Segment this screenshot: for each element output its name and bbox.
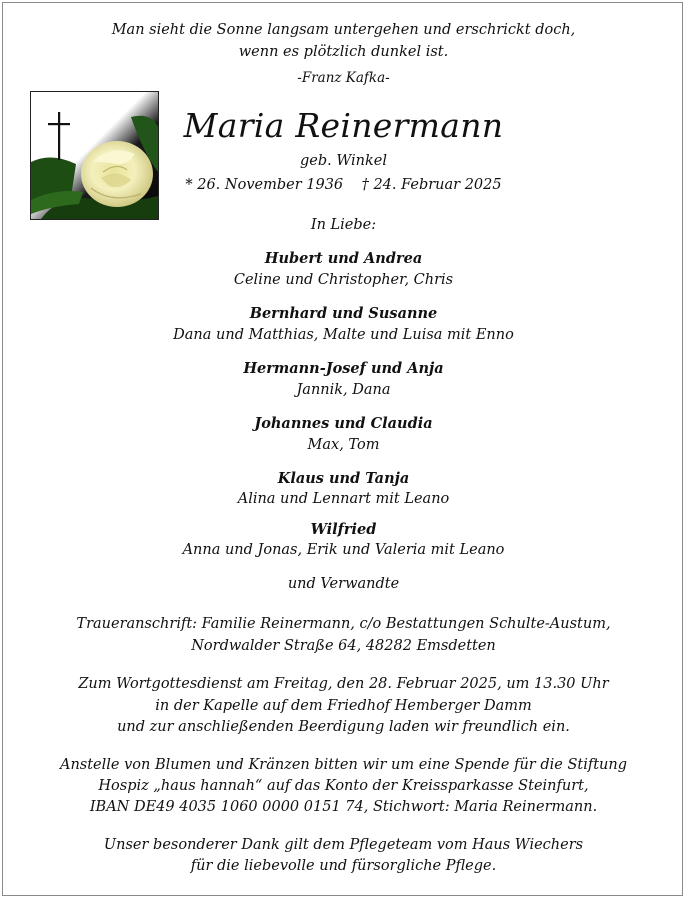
relatives-label: und Verwandte xyxy=(287,576,400,592)
address-line-1: Traueranschrift: Familie Reinermann, c/o Bestattungen Schulte-Austum, xyxy=(76,616,611,632)
family-children: Anna und Jonas, Erik und Valeria mit Leano xyxy=(182,542,505,558)
donation-line-3: IBAN DE49 4035 1060 0000 0151 74, Stichwort: Maria Reinermann. xyxy=(89,799,598,815)
thanks-line-2: für die liebevolle und fürsorgliche Pflege. xyxy=(190,858,497,874)
birth-name: geb. Winkel xyxy=(300,153,387,169)
thanks-line-1: Unser besonderer Dank gilt dem Pflegeteam vom Haus Wiechers xyxy=(103,837,584,853)
quote-author: -Franz Kafka- xyxy=(297,70,390,86)
donation-line-1: Anstelle von Blumen und Kränzen bitten wir um eine Spende für die Stiftung xyxy=(59,757,628,773)
donation-line-2: Hospiz „haus hannah“ auf das Konto der Kreissparkasse Steinfurt, xyxy=(98,778,589,794)
family-name: Bernhard und Susanne xyxy=(249,305,438,322)
family-name: Wilfried xyxy=(310,521,377,538)
family-children: Jannik, Dana xyxy=(296,382,391,398)
deceased-name: Maria Reinermann xyxy=(183,106,504,145)
family-name: Hermann-Josef und Anja xyxy=(243,360,444,377)
quote-line-1: Man sieht die Sonne langsam untergehen und erschrickt doch, xyxy=(111,22,576,38)
address-line-2: Nordwalder Straße 64, 48282 Emsdetten xyxy=(191,638,496,654)
family-children: Celine und Christopher, Chris xyxy=(233,272,454,288)
quote-line-2: wenn es plötzlich dunkel ist. xyxy=(238,44,449,60)
family-children: Dana und Matthias, Malte und Luisa mit Enno xyxy=(173,327,514,343)
family-name: Johannes und Claudia xyxy=(254,415,433,432)
family-children: Alina und Lennart mit Leano xyxy=(237,491,450,507)
family-name: Hubert und Andrea xyxy=(264,250,423,267)
service-line-2: in der Kapelle auf dem Friedhof Hemberger Damm xyxy=(155,698,532,714)
family-children: Max, Tom xyxy=(307,437,380,453)
life-dates: * 26. November 1936 † 24. Februar 2025 xyxy=(185,177,502,193)
service-line-1: Zum Wortgottesdienst am Freitag, den 28. Februar 2025, um 13.30 Uhr xyxy=(78,676,609,692)
family-name: Klaus und Tanja xyxy=(277,470,410,487)
in-liebe-label: In Liebe: xyxy=(310,217,377,233)
service-line-3: und zur anschließenden Beerdigung laden wir freundlich ein. xyxy=(117,719,570,735)
